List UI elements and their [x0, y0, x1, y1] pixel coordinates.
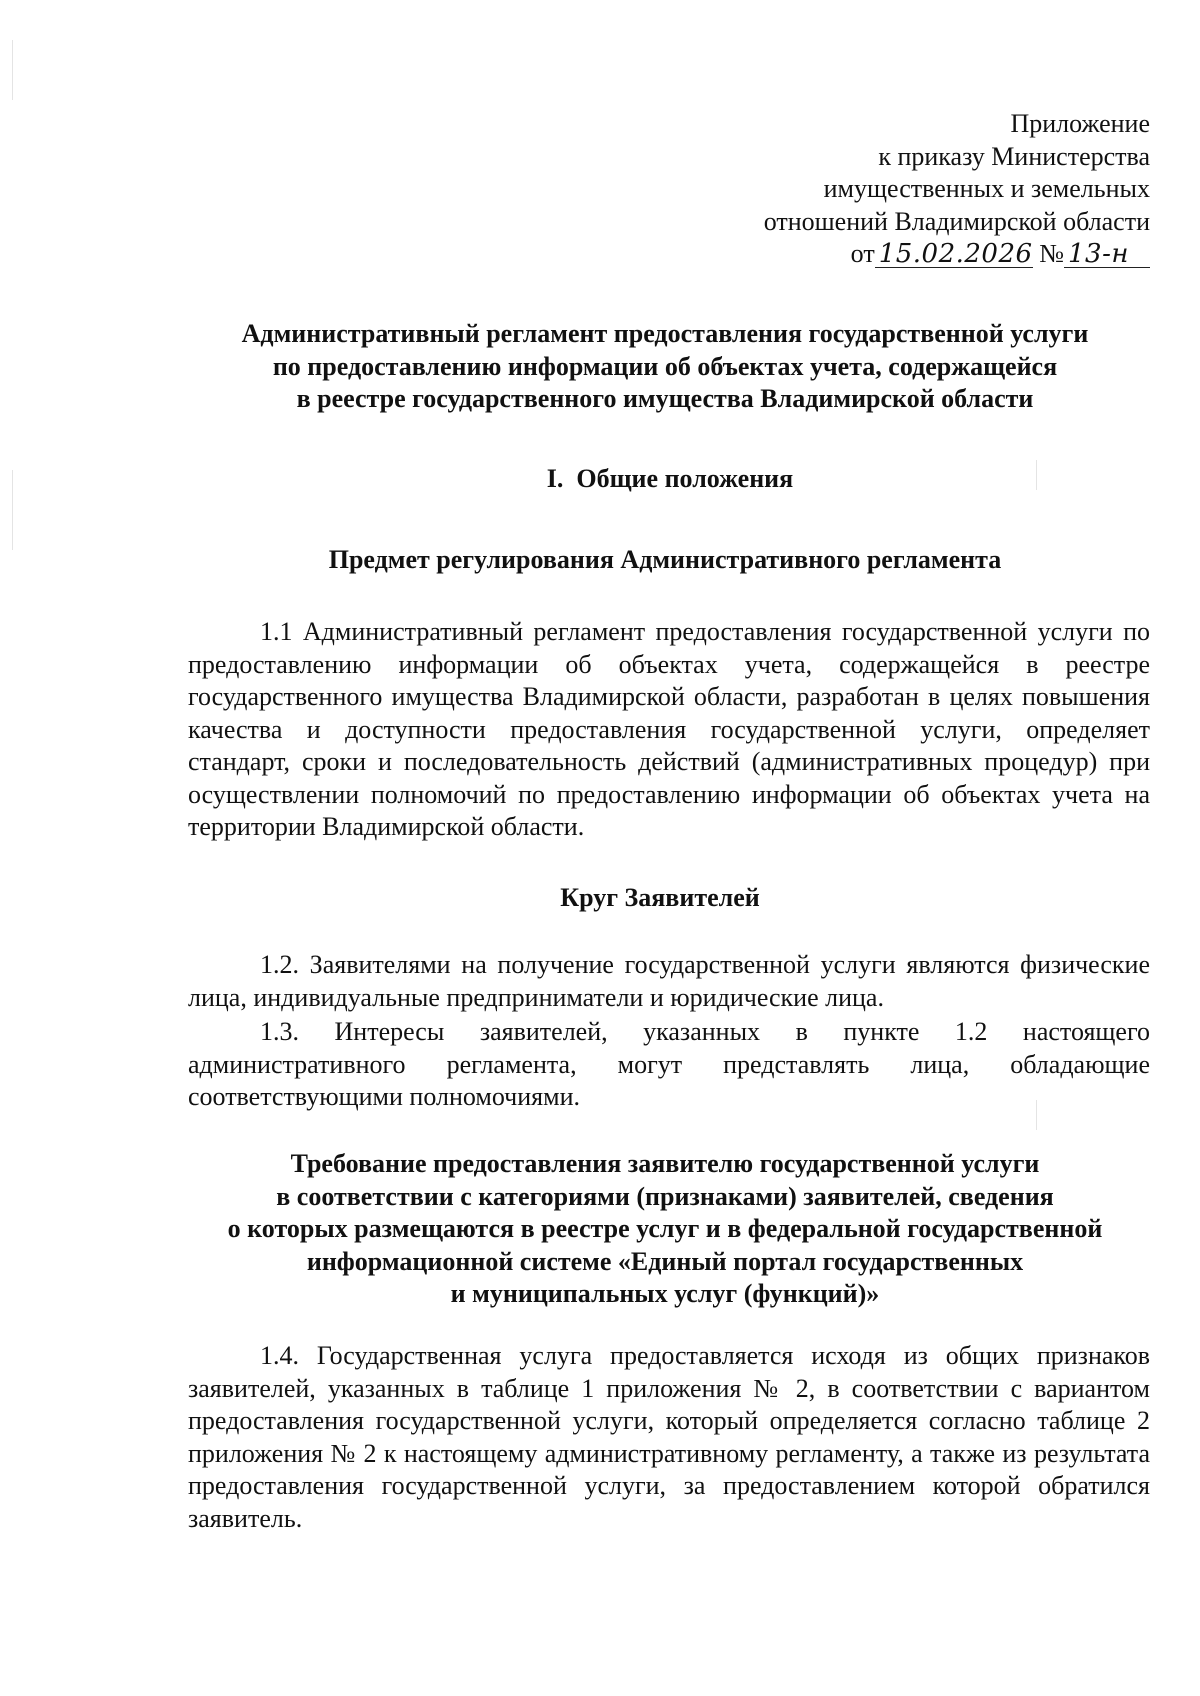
- paragraph-1-1: 1.1 Административный регламент предоставления государственной услуги по предоставлению информации об объектах учета, содержащейся в реестре государственного имущества Владимирской области, разработан в целях повышения качества и доступности предоставления государственной услуги, определяет стандарт, сроки и последовательность действий (административных процедур) при осуществлении полномочий по предоставлению информации об объектах учета на территории Владимирской области.: [188, 617, 1150, 841]
- appendix-line: отношений Владимирской области: [763, 206, 1150, 236]
- paragraph-1-3: 1.3. Интересы заявителей, указанных в пункте 1.2 настоящего административного регламента, могут представлять лица, обладающие соответствующими полномочиями.: [188, 1017, 1150, 1111]
- paragraph-1-2: 1.2. Заявителями на получение государственной услуги являются физические лица, индивидуальные предприниматели и юридические лица.: [188, 950, 1150, 1012]
- requirement-heading-line: о которых размещаются в реестре услуг и в федеральной государственной: [227, 1214, 1103, 1243]
- title-line: по предоставлению информации об объектах учета, содержащейся: [272, 351, 1058, 381]
- subject-heading: Предмет регулирования Административного регламента: [328, 545, 1002, 574]
- requirement-heading: [180, 1148, 1150, 1311]
- paragraph-1-4: 1.4. Государственная услуга предоставляется исходя из общих признаков заявителей, указанных в таблице 1 приложения № 2, в соответствии с вариантом предоставления государственной услуги, который определяется согласно таблице 2 приложения № 2 к настоящему административному регламенту, а также из результата предоставления государственной услуги, за предоставлением которой обратился заявитель.: [188, 1341, 1150, 1533]
- scan-artifact: [1036, 460, 1037, 490]
- appendix-block: [764, 108, 1150, 271]
- title-line: в реестре государственного имущества Владимирской области: [296, 384, 1034, 413]
- requirement-heading-line: и муниципальных услуг (функций)»: [450, 1279, 880, 1308]
- requirement-heading-line: информационной системе «Единый портал государственных: [306, 1246, 1024, 1276]
- section-heading: I. Общие положения: [546, 464, 794, 493]
- title-line: Административный регламент предоставления государственной услуги: [241, 319, 1089, 348]
- appendix-line: Приложение: [1010, 109, 1150, 138]
- date-prefix: от: [850, 239, 875, 268]
- number-prefix: №: [1039, 239, 1064, 268]
- document-title: [180, 318, 1150, 416]
- requirement-heading-line: в соответствии с категориями (признаками) заявителей, сведения: [276, 1181, 1054, 1211]
- handwritten-number: 13-н: [1064, 241, 1150, 268]
- applicants-heading: Круг Заявителей: [560, 883, 760, 912]
- scan-artifact: [12, 40, 13, 100]
- order-date-number-line: [764, 238, 1150, 271]
- appendix-line: к приказу Министерства: [878, 141, 1150, 171]
- scan-artifact: [12, 470, 13, 550]
- handwritten-date: 15.02.2026: [875, 241, 1033, 268]
- requirement-heading-line: Требование предоставления заявителю государственной услуги: [290, 1149, 1040, 1178]
- appendix-line: имущественных и земельных: [823, 174, 1150, 203]
